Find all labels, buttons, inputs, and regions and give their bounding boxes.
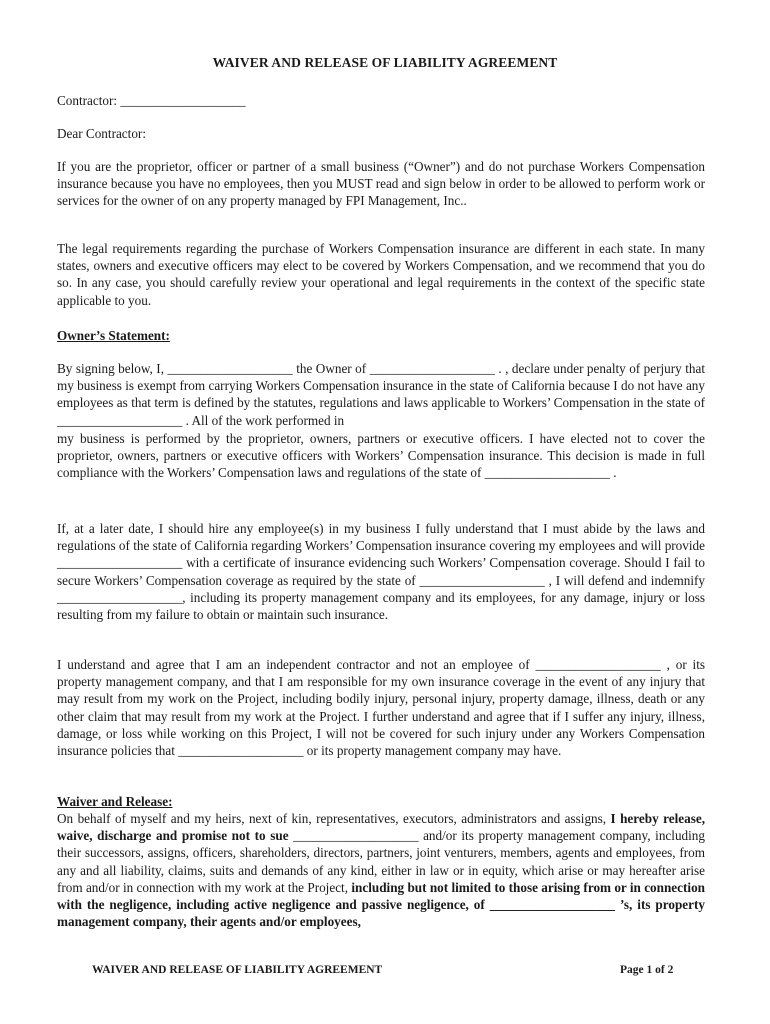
waiver-release-heading: Waiver and Release: xyxy=(57,794,173,809)
waiver-text-middle: ___________________ and/or its property management company, including their successors, assigns, officers, shareholders, directors, partners, joint venturers, members, agents and employees, from any and all liability, claims, suits and demands of any kind, either in law or in equity, which arise or may hereafter arise from and/or in connection with my work at the Project, xyxy=(57,828,705,895)
document-title: WAIVER AND RELEASE OF LIABILITY AGREEMENT xyxy=(212,55,558,70)
salutation: Dear Contractor: xyxy=(57,126,146,141)
paragraph-contractor-text: I understand and agree that I am an independent contractor and not an employee of ___________________ , or its property management company, and that I am responsible for my own insurance coverage in the event of any injury that may result from my work on the Project, including bodily injury, personal injury, property damage, illness, death or any other claim that may result from my work at the Project. I further understand and agree that if I suffer any injury, illness, damage, or loss while working on this Project, I will not be covered for such injury under any Workers Compensation insurance policies that ___________________ or its property management company may have. xyxy=(57,657,705,759)
page-number: Page 1 of 2 xyxy=(620,964,674,976)
paragraph-future-employees xyxy=(57,520,705,623)
owner-statement-heading: Owner’s Statement: xyxy=(57,328,170,343)
paragraph-intro xyxy=(57,158,705,210)
paragraph-future-text: If, at a later date, I should hire any employee(s) in my business I fully understand that I must abide by the laws and regulations of the state of California regarding Workers’ Compensation insurance covering my employees and will provide ___________________ with a certificate of insurance evidencing such Workers’ Compensation coverage. Should I fail to secure Workers’ Compensation coverage as required by the state of ___________________ , I will defend and indemnify ___________________, including its property management company and its employees, for any damage, injury or loss resulting from my failure to obtain or maintain such insurance. xyxy=(57,521,705,623)
paragraph-legal-text: The legal requirements regarding the purchase of Workers Compensation insurance are different in each state. In many states, owners and executive officers may elect to be covered by Workers Compensation, and we recommend that you do so. In any case, you should carefully review your operational and legal requirements in the context of the specific state applicable to you. xyxy=(57,241,705,308)
paragraph-owner-statement-b xyxy=(57,430,705,482)
paragraph-legal-requirements xyxy=(57,240,705,309)
contractor-line: Contractor: ___________________ xyxy=(57,93,246,108)
waiver-text-start: On behalf of myself and my heirs, next of kin, representatives, executors, administrators and assigns, xyxy=(57,811,611,826)
waiver-text-bold-release: I hereby release, waive, discharge and promise not to sue xyxy=(57,811,706,844)
paragraph-waiver xyxy=(57,810,705,930)
paragraph-independent-contractor xyxy=(57,656,705,759)
paragraph-intro-text: If you are the proprietor, officer or partner of a small business (“Owner”) and do not purchase Workers Compensation insurance because you have no employees, then you MUST read and sign below in order to be allowed to perform work or services for the owner of on any property managed by FPI Management, Inc.. xyxy=(57,159,705,209)
paragraph-owner-statement-a xyxy=(57,360,705,429)
paragraph-waiver-text xyxy=(57,810,705,930)
paragraph-owner-text-a: By signing below, I, ___________________ the Owner of ___________________ . , declare under penalty of perjury that my business is exempt from carrying Workers Compensation insurance in the state of California because I do not have any employees as that term is defined by the statutes, regulations and laws applicable to Workers’ Compensation in the state of ___________________ . All of the work performed in xyxy=(57,361,705,428)
waiver-text-bold-negligence: including but not limited to those arising from or in connection with the negligence, including active negligence and passive negligence, of ___________________ ’s, its property management company, their agents and/or employees, xyxy=(57,879,705,930)
paragraph-owner-text-b: my business is performed by the proprietor, owners, partners or executive officers. I have elected not to cover the proprietor, owners, partners or executive officers with Workers’ Compensation insurance. This decision is made in full compliance with the Workers’ Compensation laws and regulations of the state of ___________________ . xyxy=(57,431,705,481)
footer-title: WAIVER AND RELEASE OF LIABILITY AGREEMENT xyxy=(92,964,383,976)
